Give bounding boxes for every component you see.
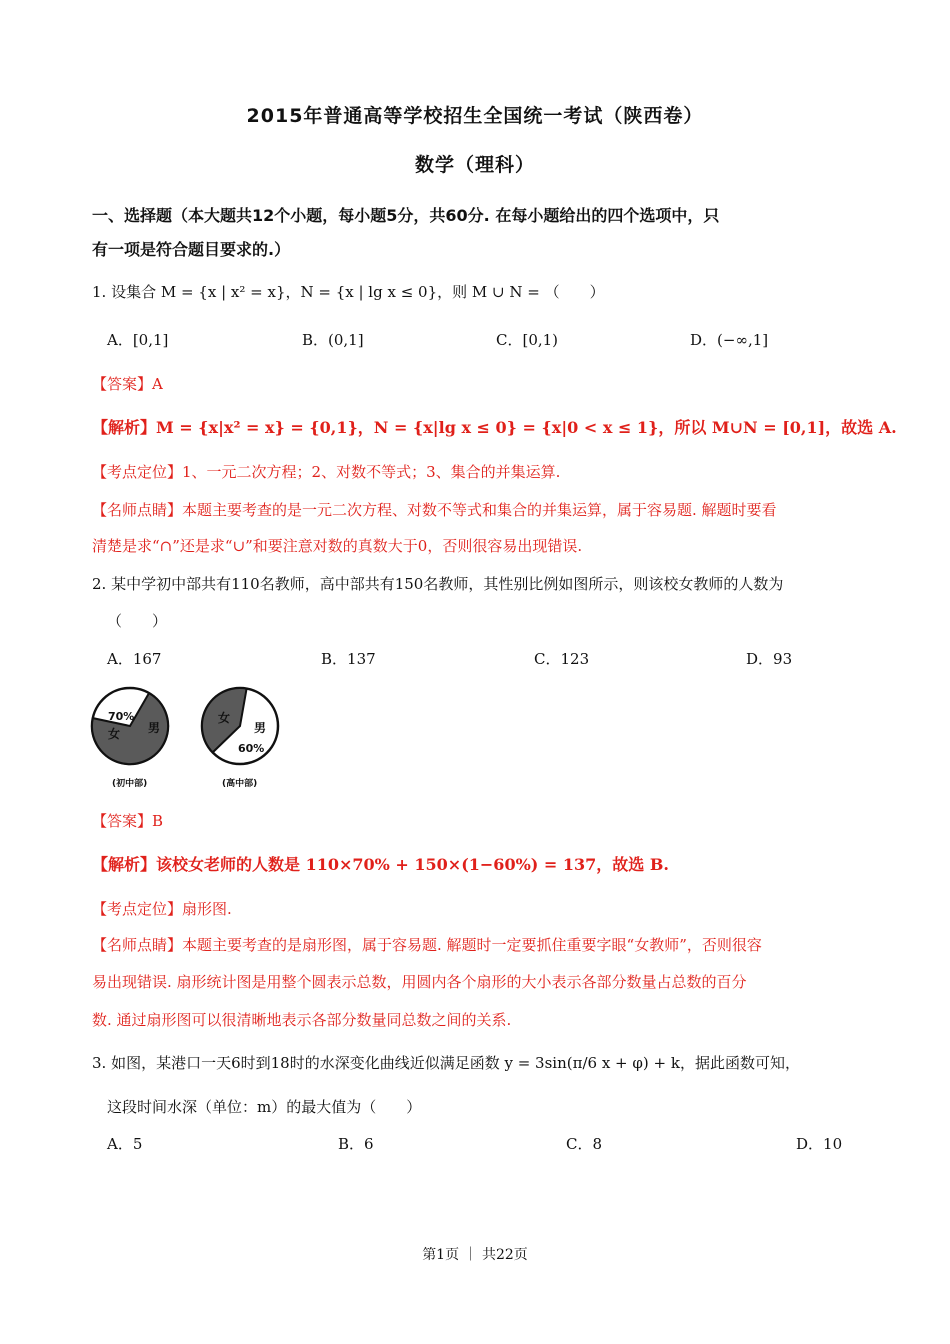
q2-option-d: D．93 xyxy=(746,650,793,668)
q3-stem-line1: 3. 如图，某港口一天6时到18时的水深变化曲线近似满足函数 y = 3sin(π/6 x + φ) + k，据此函数可知， xyxy=(92,1054,800,1072)
pie-senior-pct: 60% xyxy=(238,742,265,755)
q3-option-c: C．8 xyxy=(566,1135,603,1153)
q2-comment-line3: 数. 通过扇形图可以很清晰地表示各部分数量同总数之间的关系. xyxy=(92,1011,512,1029)
q1-stem: 1. 设集合 M = {x | x² = x}，N = {x | lg x ≤ 0}，则 M ∪ N = （ ） xyxy=(92,283,605,301)
q3-option-b: B．6 xyxy=(338,1135,374,1153)
pie-senior-male-label: 男 xyxy=(254,721,267,735)
q1-analysis: 【解析】M = {x|x² = x} = {0,1}，N = {x|lg x ≤ 0} = {x|0 < x ≤ 1}，所以 M∪N = [0,1]，故选 A. xyxy=(92,418,897,437)
page-subtitle: 数学（理科） xyxy=(414,154,535,176)
q2-answer: 【答案】B xyxy=(92,812,164,830)
page-title: 2015年普通高等学校招生全国统一考试（陕西卷） xyxy=(246,105,704,127)
section-heading-line2: 有一项是符合题目要求的.） xyxy=(92,240,291,259)
q2-comment-line2: 易出现错误. 扇形统计图是用整个圆表示总数，用圆内各个扇形的大小表示各部分数量占总数的百分 xyxy=(92,973,747,991)
q2-key-point: 【考点定位】扇形图. xyxy=(92,900,232,918)
pie-junior-caption: (初中部) xyxy=(112,779,148,789)
pie-junior-pct: 70% xyxy=(108,710,135,723)
q1-key-point: 【考点定位】1、一元二次方程；2、对数不等式；3、集合的并集运算. xyxy=(92,463,561,481)
pie-junior xyxy=(92,688,168,789)
q2-stem-line2: （ ） xyxy=(107,612,168,630)
pie-senior-female-label: 女 xyxy=(218,711,231,725)
pie-senior-caption: (高中部) xyxy=(222,779,258,789)
pie-junior-female-label: 女 xyxy=(108,727,121,741)
page-footer: 第1页 ｜ 共22页 xyxy=(422,1247,528,1263)
section-heading-line1: 一、选择题（本大题共12个小题，每小题5分，共60分. 在每小题给出的四个选项中，只 xyxy=(92,206,720,225)
q1-answer: 【答案】A xyxy=(92,375,163,393)
q2-option-a: A．167 xyxy=(107,650,162,668)
q2-stem-line1: 2. 某中学初中部共有110名教师，高中部共有150名教师，其性别比例如图所示，则该校女教师的人数为 xyxy=(92,575,784,593)
q1-option-c: C．[0,1) xyxy=(496,331,559,349)
q1-option-b: B．(0,1] xyxy=(302,331,364,349)
q2-pie-figure xyxy=(88,684,288,794)
q1-comment-line1: 【名师点睛】本题主要考查的是一元二次方程、对数不等式和集合的并集运算，属于容易题. 解题时要看 xyxy=(92,501,777,519)
q2-comment-line1: 【名师点睛】本题主要考查的是扇形图，属于容易题. 解题时一定要抓住重要字眼“女教师”，否则很容 xyxy=(92,936,762,954)
q2-analysis: 【解析】该校女老师的人数是 110×70% + 150×(1−60%) = 137，故选 B. xyxy=(92,855,669,874)
q1-comment-line2: 清楚是求“∩”还是求“∪”和要注意对数的真数大于0，否则很容易出现错误. xyxy=(92,537,583,555)
q1-option-d: D．(−∞,1] xyxy=(690,331,769,349)
q3-option-a: A．5 xyxy=(107,1135,143,1153)
q1-option-a: A．[0,1] xyxy=(107,331,169,349)
q2-option-c: C．123 xyxy=(534,650,590,668)
pie-junior-male-label: 男 xyxy=(148,721,161,735)
pie-senior xyxy=(202,688,278,789)
q2-option-b: B．137 xyxy=(321,650,376,668)
q3-option-d: D．10 xyxy=(796,1135,843,1153)
q3-stem-line2: 这段时间水深（单位：m）的最大值为（ ） xyxy=(107,1098,422,1116)
